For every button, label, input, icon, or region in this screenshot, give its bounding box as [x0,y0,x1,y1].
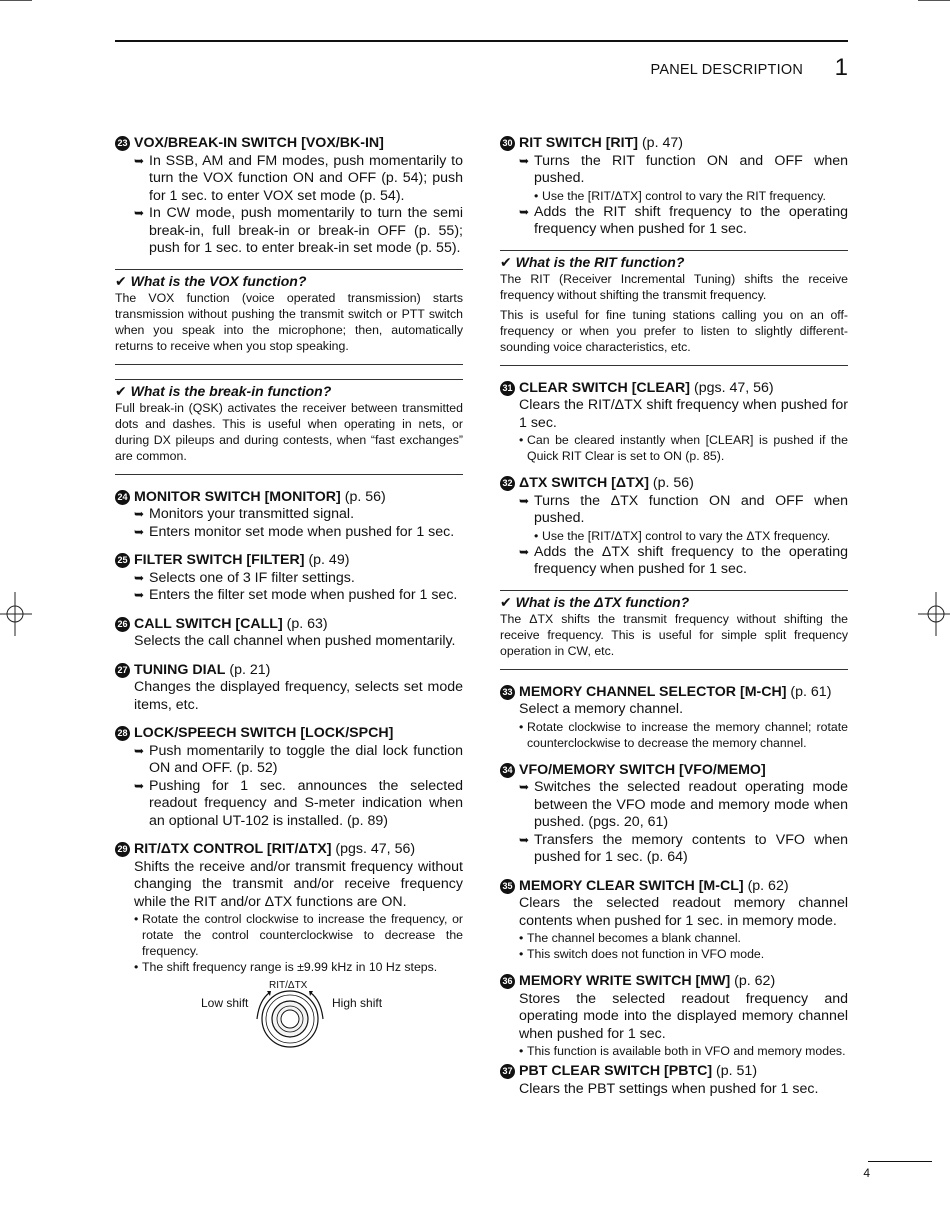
section-text: Clears the RIT/ΔTX shift frequency when pushed for 1 sec. [519,397,848,431]
section-27 [115,662,463,715]
section-title: MEMORY CLEAR SWITCH [M-CL] [519,877,744,894]
section-title: VFO/MEMORY SWITCH [VFO/MEMO] [519,761,766,778]
section-37 [500,1063,848,1098]
rotary-knob-icon [245,987,335,1049]
note-text: Rotate clockwise to increase the memory channel; rotate counterclockwise to decrease the memory channel. [527,719,848,750]
section-31 [500,380,848,465]
note-text: This function is available both in VFO and memory modes. [527,1044,846,1058]
bullet-dot-icon: • [134,960,139,974]
bullet-text: In SSB, AM and FM modes, push momentarily to turn the VOX function ON and OFF (p. 54); push for 1 sec. to enter VOX set mode (p. 54). [149,152,463,204]
section-title: RIT/ΔTX CONTROL [RIT/ΔTX] [134,841,332,857]
bullet-text: Enters the filter set mode when pushed for 1 sec. [149,587,458,603]
high-shift-label: High shift [332,996,383,1010]
note-text: The channel becomes a blank channel. [527,931,741,945]
page-number: 4 [863,1166,870,1180]
corner-mark-tr [918,0,950,1]
arrow-bullet-icon: ➥ [134,206,145,220]
left-column [115,135,463,1060]
section-title: MONITOR SWITCH [MONITOR] [134,488,341,505]
box-text: The RIT (Receiver Incremental Tuning) shifts the receive frequency without shifting the transmit frequency. [500,271,848,302]
arrow-bullet-icon: ➥ [519,832,530,847]
arrow-bullet-icon: ➥ [519,544,530,559]
section-34 [500,762,848,867]
note-text: Can be cleared instantly when [CLEAR] is pushed if the Quick RIT Clear is set to ON (p. 85). [527,433,848,463]
bullet-text: Adds the ΔTX shift frequency to the operating frequency when pushed for 1 sec. [534,543,848,577]
bullet-text: Transfers the memory contents to VFO when pushed for 1 sec. (p. 64) [534,831,848,865]
bullet-text: Selects one of 3 IF filter settings. [149,569,355,586]
section-25 [115,552,463,605]
dial-label: RIT/ΔTX [269,980,308,991]
item-number-badge: 31 [500,381,515,396]
section-32 [500,475,848,579]
arrow-bullet-icon: ➥ [519,153,530,168]
item-number-badge: 29 [115,842,130,857]
item-number-badge: 24 [115,490,130,505]
bullet-dot-icon: • [519,433,524,447]
note-text: Rotate the control clockwise to increase the frequency, or rotate the control counterclockwise to decrease the frequency. [142,912,463,958]
section-title: FILTER SWITCH [FILTER] [134,552,305,568]
page-ref: (p. 21) [229,661,271,678]
page-title: PANEL DESCRIPTION [650,62,803,78]
bullet-dot-icon: • [519,947,524,961]
registration-mark-left-icon [0,592,34,636]
item-number-badge: 27 [115,663,130,678]
arrow-bullet-icon: ➥ [134,743,145,758]
section-33 [500,684,848,751]
section-title: CLEAR SWITCH [CLEAR] [519,379,691,396]
box-text: The VOX function (voice operated transmission) starts transmission without pushing the transmit switch or PTT switch when you speak into the microphone; then, automatically returns to receive when you stop speaking. [115,290,463,353]
bullet-text: Turns the ΔTX function ON and OFF when pushed. [534,492,848,526]
section-36 [500,973,848,1059]
note-text: Use the [RIT/ΔTX] control to vary the ΔTX frequency. [542,528,831,543]
section-text: Shifts the receive and/or transmit frequency without changing the transmit and/or receive frequency while the RIT and/or ΔTX functions are ON. [134,858,463,910]
section-title: VOX/BREAK-IN SWITCH [VOX/BK-IN] [134,135,384,151]
arrow-bullet-icon: ➥ [134,153,145,168]
page-ref: (pgs. 47, 56) [335,841,416,857]
page-ref: (p. 47) [641,135,683,151]
section-28 [115,725,463,830]
box-text: This is useful for fine tuning stations calling you on an off-frequency or when you prefer to listen to slightly different-sounding voice characteristics, etc. [500,307,848,354]
bullet-text: Push momentarily to toggle the dial lock function ON and OFF. (p. 52) [149,742,463,776]
corner-mark-tl [0,0,32,1]
bullet-text: Monitors your transmitted signal. [149,506,355,522]
dtx-info-box [500,590,848,670]
item-number-badge: 30 [500,136,515,151]
arrow-bullet-icon: ➥ [519,204,530,219]
section-23 [115,135,463,258]
box-question: ✔ What is the RIT function? [500,253,685,270]
page-ref: (p. 62) [734,973,776,989]
box-text: Full break-in (QSK) activates the receiver between transmitted dots and dashes. This is useful when operating in nets, or during DX pileups and during contests, when “fast exchanges” are common. [115,400,463,463]
right-column [500,135,848,1109]
arrow-bullet-icon: ➥ [134,778,145,793]
bullet-dot-icon: • [519,1044,524,1058]
header-rule [115,40,848,42]
section-text: Clears the PBT settings when pushed for 1 sec. [519,1080,819,1097]
page-ref: (p. 56) [344,488,386,505]
note-text: Use the [RIT/ΔTX] control to vary the RIT frequency. [542,188,826,203]
page-ref: (p. 56) [652,475,694,491]
page-ref: (p. 63) [286,615,328,632]
page-ref: (p. 49) [308,552,350,568]
item-number-badge: 23 [115,136,130,151]
bullet-dot-icon: • [134,912,139,926]
item-number-badge: 28 [115,726,130,741]
arrow-bullet-icon: ➥ [134,524,145,539]
section-title: MEMORY WRITE SWITCH [MW] [519,973,731,989]
section-title: TUNING DIAL [134,661,226,678]
bullet-text: Adds the RIT shift frequency to the operating frequency when pushed for 1 sec. [534,203,848,237]
box-text: The ΔTX shifts the transmit frequency without shifting the receive frequency. This is useful for simple split frequency operation in CW, etc. [500,611,848,658]
bullet-dot-icon: • [534,188,539,203]
section-text: Changes the displayed frequency, selects set mode items, etc. [134,679,463,713]
rit-dial-illustration [115,979,463,1049]
bullet-dot-icon: • [519,719,524,734]
arrow-bullet-icon: ➥ [134,507,145,521]
item-number-badge: 26 [115,617,130,632]
item-number-badge: 36 [500,974,515,989]
vox-info-box [115,269,463,365]
item-number-badge: 35 [500,879,515,894]
item-number-badge: 33 [500,685,515,700]
footer-rule [868,1161,932,1162]
box-question: ✔ What is the ΔTX function? [500,593,690,610]
section-26 [115,616,463,651]
item-number-badge: 32 [500,476,515,491]
bullet-text: Turns the RIT function ON and OFF when pushed. [534,152,848,186]
section-text: Select a memory channel. [519,701,684,717]
section-title: ΔTX SWITCH [ΔTX] [519,475,649,491]
arrow-bullet-icon: ➥ [134,588,145,602]
bullet-text: In CW mode, push momentarily to turn the semi break-in, full break-in or break-in OFF (p. 55); push for 1 sec. to enter break-in set mode (p. 55). [149,205,463,256]
rit-info-box [500,250,848,366]
registration-mark-right-icon [916,592,950,636]
bullet-text: Switches the selected readout operating mode between the VFO mode and memory mode when pushed. (pgs. 20, 61) [534,779,848,830]
bullet-dot-icon: • [519,931,524,945]
arrow-bullet-icon: ➥ [519,493,530,508]
section-text: Stores the selected readout frequency and operating mode into the displayed memory channel when pushed for 1 sec. [519,990,848,1042]
bullet-text: Pushing for 1 sec. announces the selected readout frequency and S-meter indication when an optional UT-102 is installed. (p. 89) [149,777,463,829]
bullet-dot-icon: • [534,528,539,543]
page-ref: (p. 62) [747,877,789,894]
section-text: Clears the selected readout memory channel contents when pushed for 1 sec. in memory mode. [519,895,848,929]
low-shift-label: Low shift [201,996,249,1010]
page-ref: (pgs. 47, 56) [693,379,774,396]
section-35 [500,878,848,963]
section-24 [115,489,463,542]
box-question: ✔ What is the break-in function? [115,382,332,399]
arrow-bullet-icon: ➥ [134,570,145,585]
break-in-info-box [115,379,463,475]
item-number-badge: 37 [500,1064,515,1079]
section-title: RIT SWITCH [RIT] [519,135,638,151]
page-ref: (p. 61) [790,683,832,700]
section-title: LOCK/SPEECH SWITCH [LOCK/SPCH] [134,725,394,741]
item-number-badge: 34 [500,763,515,778]
bullet-text: Enters monitor set mode when pushed for 1 sec. [149,523,455,540]
section-title: PBT CLEAR SWITCH [PBTC] [519,1063,713,1079]
section-title: CALL SWITCH [CALL] [134,615,283,632]
section-30 [500,135,848,239]
box-question: ✔ What is the VOX function? [115,272,307,289]
page-ref: (p. 51) [716,1063,758,1079]
section-text: Selects the call channel when pushed momentarily. [134,633,456,649]
item-number-badge: 25 [115,553,130,568]
arrow-bullet-icon: ➥ [519,780,530,794]
section-title: MEMORY CHANNEL SELECTOR [M-CH] [519,683,787,700]
note-text: The shift frequency range is ±9.99 kHz in 10 Hz steps. [142,960,438,974]
chapter-number: 1 [834,54,848,81]
note-text: This switch does not function in VFO mode. [527,947,765,961]
section-29 [115,841,463,1049]
